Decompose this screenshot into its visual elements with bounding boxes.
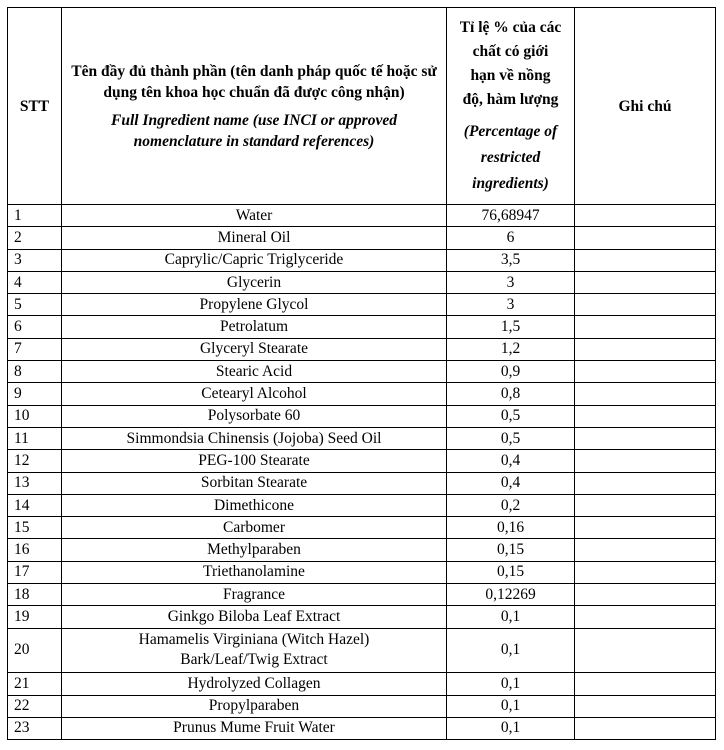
row-ingredient-name: Mineral Oil: [62, 227, 447, 249]
row-note: [575, 271, 716, 293]
row-note: [575, 338, 716, 360]
row-stt: 22: [8, 695, 62, 717]
row-stt: 13: [8, 472, 62, 494]
row-percentage: 3,5: [447, 249, 575, 271]
table-row: [8, 227, 716, 249]
table-row: [8, 294, 716, 316]
row-percentage: 76,68947: [447, 205, 575, 227]
table-row: [8, 695, 716, 717]
row-ingredient-name: Petrolatum: [62, 316, 447, 338]
row-note: [575, 673, 716, 695]
table-row: [8, 584, 716, 606]
row-ingredient-name: Caprylic/Capric Triglyceride: [62, 249, 447, 271]
row-percentage: 0,4: [447, 450, 575, 472]
table-row: [8, 361, 716, 383]
row-ingredient-name: Propylparaben: [62, 695, 447, 717]
row-note: [575, 249, 716, 271]
row-percentage: 0,15: [447, 539, 575, 561]
row-percentage: 0,12269: [447, 584, 575, 606]
row-ingredient-name: Ginkgo Biloba Leaf Extract: [62, 606, 447, 628]
row-note: [575, 494, 716, 516]
row-percentage: 0,5: [447, 405, 575, 427]
row-note: [575, 427, 716, 449]
row-stt: 14: [8, 494, 62, 516]
row-percentage: 6: [447, 227, 575, 249]
table-row: [8, 472, 716, 494]
table-row: [8, 316, 716, 338]
row-ingredient-name: Glycerin: [62, 271, 447, 293]
header-percentage: [447, 8, 575, 205]
row-percentage: 0,5: [447, 427, 575, 449]
table-row: [8, 383, 716, 405]
row-percentage: 0,8: [447, 383, 575, 405]
row-stt: 8: [8, 361, 62, 383]
row-stt: 6: [8, 316, 62, 338]
row-percentage: 0,16: [447, 517, 575, 539]
row-note: [575, 227, 716, 249]
row-ingredient-name: Dimethicone: [62, 494, 447, 516]
row-note: [575, 695, 716, 717]
row-stt: 10: [8, 405, 62, 427]
row-percentage: 0,1: [447, 717, 575, 739]
row-percentage: 0,1: [447, 673, 575, 695]
header-pct-en: (Percentage of restricted ingredients): [463, 122, 558, 192]
row-percentage: 0,4: [447, 472, 575, 494]
header-note: Ghi chú: [575, 8, 716, 205]
header-pct-vi: Tỉ lệ % của các chất có giới hạn về nồng độ, hàm lượng: [459, 18, 562, 108]
row-ingredient-name: Cetearyl Alcohol: [62, 383, 447, 405]
table-row: [8, 338, 716, 360]
row-stt: 5: [8, 294, 62, 316]
table-row: [8, 427, 716, 449]
row-note: [575, 472, 716, 494]
row-percentage: 0,15: [447, 561, 575, 583]
row-note: [575, 383, 716, 405]
row-note: [575, 584, 716, 606]
row-percentage: 1,2: [447, 338, 575, 360]
row-ingredient-name: PEG-100 Stearate: [62, 450, 447, 472]
row-ingredient-name: Glyceryl Stearate: [62, 338, 447, 360]
header-row: [8, 8, 716, 205]
row-stt: 16: [8, 539, 62, 561]
row-stt: 18: [8, 584, 62, 606]
ingredient-table: [7, 7, 716, 740]
row-stt: 1: [8, 205, 62, 227]
row-ingredient-name: Prunus Mume Fruit Water: [62, 717, 447, 739]
row-note: [575, 316, 716, 338]
row-stt: 4: [8, 271, 62, 293]
header-name-en: Full Ingredient name (use INCI or approved nomenclature in standard references): [111, 111, 397, 150]
row-note: [575, 561, 716, 583]
row-stt: 23: [8, 717, 62, 739]
row-stt: 21: [8, 673, 62, 695]
table-row: [8, 606, 716, 628]
table-row: [8, 673, 716, 695]
table-row: [8, 539, 716, 561]
table-row: [8, 271, 716, 293]
header-name-vi: Tên đầy đủ thành phần (tên danh pháp quốc tế hoặc sử dụng tên khoa học chuẩn đã được công nhận): [71, 62, 437, 101]
row-note: [575, 539, 716, 561]
row-ingredient-name: Stearic Acid: [62, 361, 447, 383]
row-note: [575, 294, 716, 316]
row-percentage: 0,2: [447, 494, 575, 516]
row-percentage: 3: [447, 271, 575, 293]
row-ingredient-name: Propylene Glycol: [62, 294, 447, 316]
row-note: [575, 717, 716, 739]
row-percentage: 0,1: [447, 695, 575, 717]
row-note: [575, 205, 716, 227]
row-note: [575, 450, 716, 472]
row-ingredient-name: Polysorbate 60: [62, 405, 447, 427]
row-stt: 2: [8, 227, 62, 249]
table-row: [8, 517, 716, 539]
row-note: [575, 405, 716, 427]
table-row: [8, 450, 716, 472]
row-note: [575, 628, 716, 673]
row-percentage: 1,5: [447, 316, 575, 338]
row-ingredient-name: Fragrance: [62, 584, 447, 606]
row-ingredient-name: Methylparaben: [62, 539, 447, 561]
row-ingredient-name: Sorbitan Stearate: [62, 472, 447, 494]
table-row: [8, 561, 716, 583]
row-percentage: 0,9: [447, 361, 575, 383]
row-ingredient-name: Hydrolyzed Collagen: [62, 673, 447, 695]
row-stt: 20: [8, 628, 62, 673]
row-stt: 12: [8, 450, 62, 472]
table-row: [8, 205, 716, 227]
table-row: [8, 494, 716, 516]
row-note: [575, 606, 716, 628]
table-row: [8, 717, 716, 739]
row-stt: 11: [8, 427, 62, 449]
row-stt: 19: [8, 606, 62, 628]
header-stt: STT: [8, 8, 62, 205]
row-stt: 3: [8, 249, 62, 271]
row-ingredient-name: Triethanolamine: [62, 561, 447, 583]
row-percentage: 0,1: [447, 606, 575, 628]
row-stt: 7: [8, 338, 62, 360]
row-percentage: 3: [447, 294, 575, 316]
row-percentage: 0,1: [447, 628, 575, 673]
row-ingredient-name: Carbomer: [62, 517, 447, 539]
table-row: [8, 628, 716, 673]
row-note: [575, 361, 716, 383]
row-stt: 17: [8, 561, 62, 583]
row-ingredient-name: Simmondsia Chinensis (Jojoba) Seed Oil: [62, 427, 447, 449]
table-row: [8, 249, 716, 271]
row-ingredient-name: Hamamelis Virginiana (Witch Hazel) Bark/Leaf/Twig Extract: [62, 628, 447, 673]
header-ingredient-name: [62, 8, 447, 205]
row-stt: 15: [8, 517, 62, 539]
row-stt: 9: [8, 383, 62, 405]
table-row: [8, 405, 716, 427]
row-ingredient-name: Water: [62, 205, 447, 227]
row-note: [575, 517, 716, 539]
